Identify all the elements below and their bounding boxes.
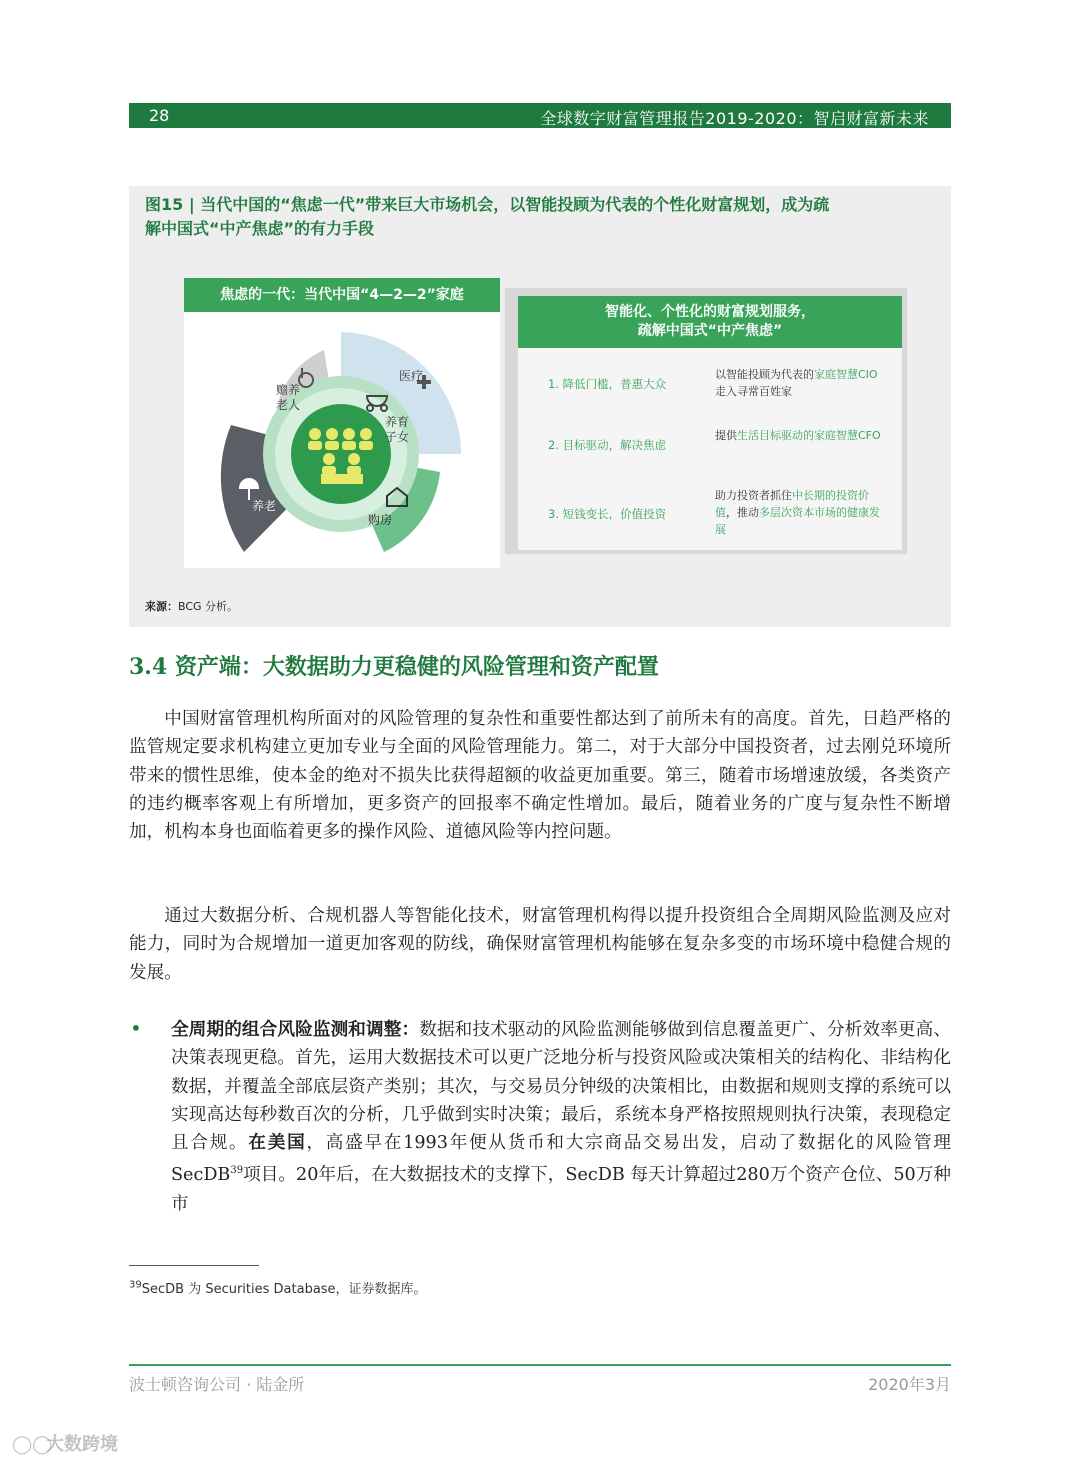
- service-2-label: 2. 目标驱动，解决焦虑: [548, 438, 667, 452]
- watermark: ◯◯大数跨境: [12, 1434, 118, 1455]
- figure-caption-line1: 图15 | 当代中国的“焦虑一代”带来巨大市场机会，以智能投顾为代表的个性化财富规划，成为疏: [145, 195, 830, 214]
- label-child-2: 子女: [385, 430, 410, 444]
- services-title-line2: 疏解中国式“中产焦虑”: [637, 323, 783, 339]
- footer-divider: [129, 1364, 951, 1366]
- paragraph-2: 通过大数据分析、合规机器人等智能化技术，财富管理机构得以提升投资组合全周期风险监测及应对能力，同时为合规增加一道更加客观的防线，确保财富管理机构能够在复杂多变的市场环境中稳健合规的发展。: [129, 906, 951, 983]
- paragraph-1: 中国财富管理机构所面对的风险管理的复杂性和重要性都达到了前所未有的高度。首先，日趋严格的监管规定要求机构建立更加专业与全面的风险管理能力。第二，对于大部分中国投资者，过去刚兑环境所带来的惯性思维，使本金的绝对不损失比获得超额的收益更加重要。第三，随着市场增速放缓，各类资产的违约概率客观上有所增加，更多资产的回报率不确定性增加。最后，随着业务的广度与复杂性不断增加，机构本身也面临着更多的操作风险、道德风险等内控问题。: [129, 709, 951, 843]
- service-2-desc: 提供生活目标驱动的家庭智慧CFO: [715, 429, 881, 442]
- watermark-logo-icon: ◯◯: [12, 1434, 53, 1455]
- label-housing: 购房: [368, 513, 393, 527]
- label-elderly-2: 老人: [276, 398, 301, 412]
- page-number: 28: [149, 106, 170, 125]
- section-heading: 3.4 资产端：大数据助力更稳健的风险管理和资产配置: [129, 654, 659, 680]
- label-child-1: 养育: [385, 415, 410, 429]
- bullet-marker: •: [130, 1016, 142, 1040]
- footnote: $^{39}$SecDB 为 Securities Database，证券数据库。: [129, 1279, 427, 1297]
- services-card-title: [518, 296, 902, 348]
- service-3-desc: 助力投资者抓住中长期的投资价值，推动多层次资本市场的健康发展: [715, 489, 880, 536]
- center-circle: [291, 404, 391, 504]
- figure-caption: [145, 193, 935, 241]
- footer-date: 2020年3月: [868, 1375, 951, 1394]
- report-title: 全球数字财富管理报告2019-2020：智启财富新未来: [540, 109, 929, 128]
- family-pressure-ring-diagram: [184, 312, 500, 568]
- header-bar: [129, 103, 951, 128]
- service-3-label: 3. 短钱变长，价值投资: [548, 507, 667, 521]
- label-medical: 医疗: [399, 369, 424, 383]
- footnote-ref: 39: [230, 1165, 244, 1177]
- footnote-divider: [129, 1265, 259, 1266]
- service-1-desc: 以智能投顾为代表的家庭智慧CIO走入寻常百姓家: [715, 368, 878, 398]
- figure-caption-line2: 解中国式“中产焦虑”的有力手段: [145, 219, 375, 238]
- service-1-label: 1. 降低门槛，普惠大众: [548, 377, 667, 391]
- bullet-paragraph: 全周期的组合风险监测和调整：数据和技术驱动的风险监测能够做到信息覆盖更广、分析效率更高、决策表现更稳。首先，运用大数据技术可以更广泛地分析与投资风险或决策相关的结构化、非结构化数据，并覆盖全部底层资产类别；其次，与交易员分钟级的决策相比，由数据和规则支撑的系统可以实现高达每秒数百次的分析，几乎做到实时决策；最后，系统本身严格按照规则执行决策，表现稳定且合规。在美国，高盛早在1993年便从货币和大宗商品交易出发，启动了数据化的风险管理SecDB$^{39}$项目。20年后，在大数据技术的支撑下，SecDB 每天计算超过280万个资产仓位、50万种市: [171, 1019, 951, 1214]
- figure-source: 来源：BCG 分析。: [145, 600, 239, 613]
- anxiety-card-title: 焦虑的一代：当代中国“4—2—2”家庭: [184, 278, 500, 312]
- services-title-line1: 智能化、个性化的财富规划服务，: [605, 304, 815, 320]
- footer-publisher: 波士顿咨询公司 · 陆金所: [129, 1375, 305, 1394]
- label-pension: 养老: [252, 499, 277, 513]
- label-elderly-1: 赡养: [276, 383, 301, 397]
